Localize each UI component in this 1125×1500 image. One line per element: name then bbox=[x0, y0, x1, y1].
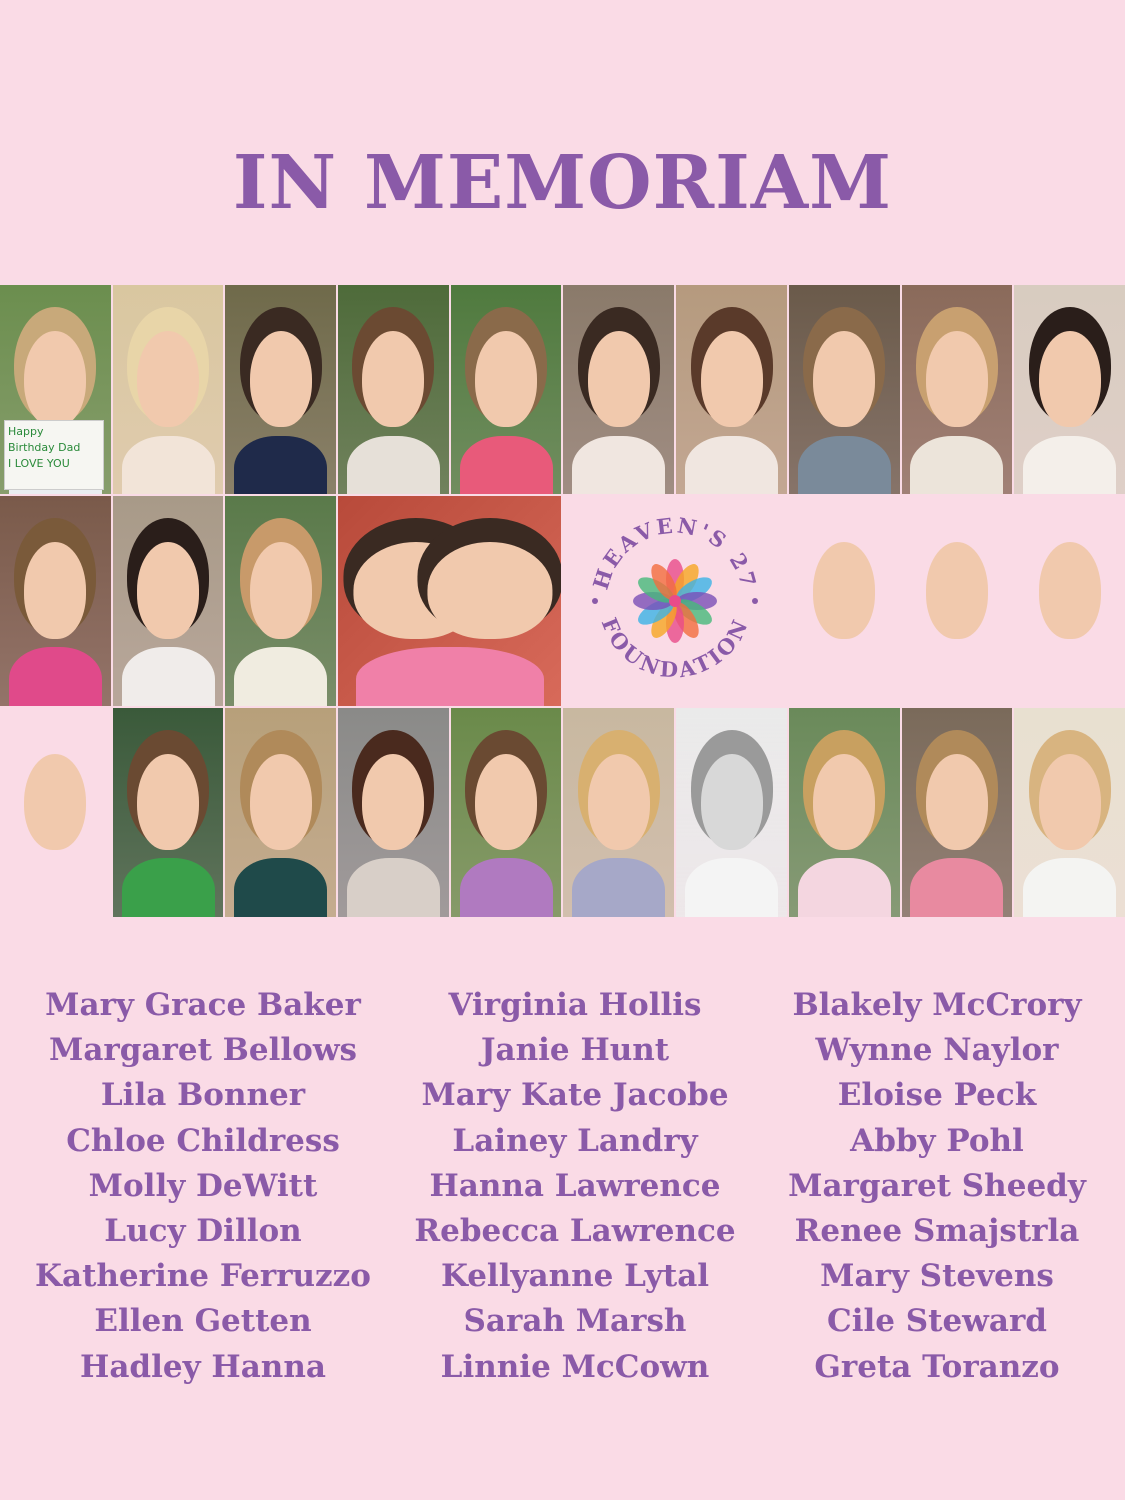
names-column-3 bbox=[742, 983, 1125, 1390]
svg-text:HEAVEN'S 27: HEAVEN'S 27 bbox=[587, 512, 763, 593]
memorial-name: Wynne Naylor bbox=[815, 1032, 1059, 1069]
photo-sisters bbox=[338, 496, 561, 705]
memorial-name: Abby Pohl bbox=[850, 1122, 1024, 1159]
child-photo bbox=[0, 496, 111, 705]
memorial-name: Virginia Hollis bbox=[448, 987, 702, 1023]
memorial-name: Mary Stevens bbox=[820, 1258, 1054, 1295]
page-title: IN MEMORIAM bbox=[232, 140, 893, 226]
memorial-name: Blakely McCrory bbox=[792, 987, 1082, 1023]
child-photo bbox=[676, 708, 787, 917]
child-photo bbox=[563, 708, 674, 917]
child-photo bbox=[789, 496, 900, 705]
child-photo bbox=[0, 285, 111, 494]
memorial-name: Kellyanne Lytal bbox=[440, 1258, 710, 1295]
photo-collage bbox=[0, 285, 1125, 917]
child-photo bbox=[225, 496, 336, 705]
memorial-name: Hanna Lawrence bbox=[429, 1167, 721, 1204]
memorial-name: Lila Bonner bbox=[100, 1077, 306, 1114]
memorial-name: Sarah Marsh bbox=[463, 1303, 687, 1340]
child-photo bbox=[113, 285, 224, 494]
foundation-logo bbox=[563, 496, 786, 705]
child-photo bbox=[902, 285, 1013, 494]
child-photo bbox=[451, 708, 562, 917]
memorial-name: Lucy Dillon bbox=[104, 1213, 302, 1250]
child-photo bbox=[902, 496, 1013, 705]
memorial-name: Hadley Hanna bbox=[80, 1348, 326, 1385]
memorial-name: Rebecca Lawrence bbox=[414, 1213, 736, 1250]
memorial-name: Greta Toranzo bbox=[814, 1348, 1060, 1385]
birthday-card: Happy Birthday Dad I LOVE YOU bbox=[4, 420, 104, 490]
memorial-name: Katherine Ferruzzo bbox=[35, 1258, 371, 1295]
memorial-name: Linnie McCown bbox=[440, 1348, 710, 1385]
memorial-name: Cile Steward bbox=[827, 1303, 1047, 1340]
names-column-2 bbox=[380, 983, 770, 1390]
child-photo bbox=[0, 708, 111, 917]
memorial-name: Eloise Peck bbox=[837, 1077, 1037, 1114]
child-photo bbox=[451, 285, 562, 494]
memorial-name: Molly DeWitt bbox=[88, 1167, 318, 1204]
svg-text:FOUNDATION: FOUNDATION bbox=[596, 613, 754, 683]
child-photo bbox=[338, 708, 449, 917]
memorial-name: Mary Grace Baker bbox=[45, 987, 361, 1023]
child-photo bbox=[225, 708, 336, 917]
memorial-name: Mary Kate Jacobe bbox=[421, 1077, 729, 1114]
child-photo bbox=[1014, 708, 1125, 917]
memorial-name: Chloe Childress bbox=[66, 1122, 340, 1159]
memorial-name: Margaret Bellows bbox=[49, 1032, 357, 1069]
memorial-name: Margaret Sheedy bbox=[788, 1167, 1086, 1204]
logo-mark bbox=[575, 501, 775, 701]
child-photo bbox=[225, 285, 336, 494]
memorial-name: Renee Smajstrla bbox=[794, 1213, 1080, 1250]
memorial-name: Janie Hunt bbox=[480, 1032, 670, 1069]
child-photo bbox=[676, 285, 787, 494]
child-photo bbox=[563, 285, 674, 494]
child-photo bbox=[902, 708, 1013, 917]
memorial-name: Ellen Getten bbox=[94, 1303, 312, 1340]
child-photo bbox=[338, 285, 449, 494]
child-photo bbox=[1014, 285, 1125, 494]
child-photo bbox=[1014, 496, 1125, 705]
child-photo bbox=[113, 496, 224, 705]
memorial-name: Lainey Landry bbox=[452, 1122, 698, 1159]
child-photo bbox=[789, 285, 900, 494]
child-photo bbox=[789, 708, 900, 917]
names-column-1 bbox=[8, 983, 398, 1390]
child-photo bbox=[113, 708, 224, 917]
